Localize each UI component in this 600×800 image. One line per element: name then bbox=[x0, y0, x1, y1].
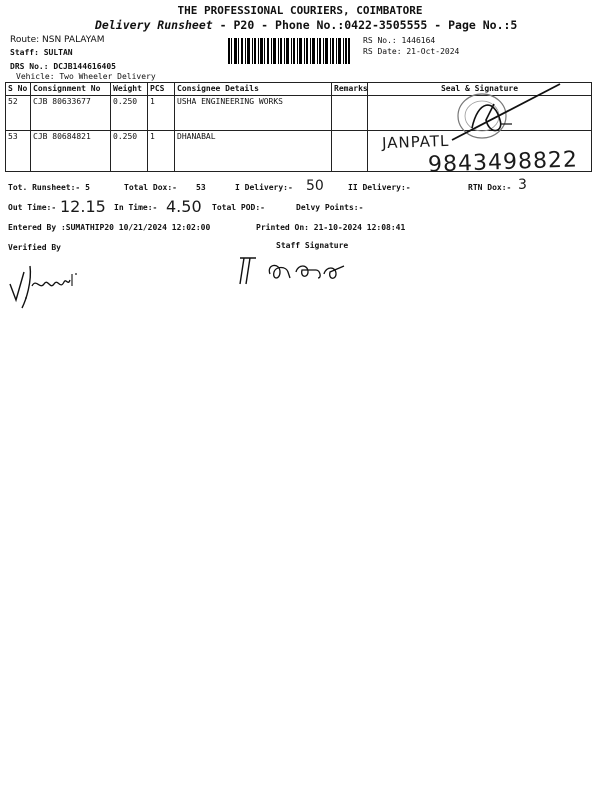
cell-consignment: CJB 80684821 bbox=[31, 131, 111, 172]
col-header-remarks: Remarks bbox=[332, 83, 368, 96]
col-header-seal: Seal & Signature bbox=[368, 83, 592, 96]
tot-runsheet: Tot. Runsheet:- 5 bbox=[8, 183, 90, 192]
verified-by-signature-image bbox=[6, 256, 86, 312]
staff-signature-label: Staff Signature bbox=[276, 241, 349, 250]
ii-delivery-label: II Delivery:- bbox=[348, 183, 411, 192]
handwritten-in-time: 4.50 bbox=[166, 197, 202, 216]
cell-pcs: 1 bbox=[148, 131, 175, 172]
runsheet-title-rest: - P20 - Phone No.:0422-3505555 - Page No.:5 bbox=[212, 18, 518, 32]
runsheet-title bbox=[95, 18, 517, 32]
col-header-pcs: PCS bbox=[148, 83, 175, 96]
cell-remarks bbox=[332, 131, 368, 172]
runsheet-title-prefix: Delivery Runsheet bbox=[95, 18, 213, 32]
i-delivery-label: I Delivery:- bbox=[235, 183, 293, 192]
route-label: Route: NSN PALAYAM bbox=[10, 35, 105, 45]
delvy-points-label: Delvy Points:- bbox=[296, 203, 364, 212]
cell-consignee: USHA ENGINEERING WORKS bbox=[175, 96, 332, 131]
cell-sno: 52 bbox=[6, 96, 31, 131]
drs-number: DRS No.: DCJB144616405 bbox=[10, 62, 116, 71]
verified-by-label: Verified By bbox=[8, 243, 61, 252]
col-header-consignee: Consignee Details bbox=[175, 83, 332, 96]
cell-consignment: CJB 80633677 bbox=[31, 96, 111, 131]
total-dox-value: 53 bbox=[196, 183, 206, 192]
seal-stamp-image bbox=[442, 80, 562, 144]
total-dox-label: Total Dox:- bbox=[124, 183, 177, 192]
handwritten-phone-number: 9843498822 bbox=[427, 147, 579, 178]
cell-consignee: DHANABAL bbox=[175, 131, 332, 172]
handwritten-rtn-dox: 3 bbox=[518, 177, 527, 193]
handwritten-total-delivery: 50 bbox=[306, 178, 324, 194]
staff-signature-image bbox=[236, 252, 360, 288]
rs-date: RS Date: 21-Oct-2024 bbox=[363, 47, 460, 56]
cell-weight: 0.250 bbox=[111, 131, 148, 172]
rs-number: RS No.: 1446164 bbox=[363, 36, 436, 45]
cell-sno: 53 bbox=[6, 131, 31, 172]
col-header-weight: Weight bbox=[111, 83, 148, 96]
total-pod-label: Total POD:- bbox=[212, 203, 265, 212]
company-name: THE PROFESSIONAL COURIERS, COIMBATORE bbox=[177, 4, 423, 17]
cell-pcs: 1 bbox=[148, 96, 175, 131]
handwritten-receiver-name: JANPATL bbox=[381, 131, 450, 153]
printed-on: Printed On: 21-10-2024 12:08:41 bbox=[256, 223, 406, 232]
barcode-image bbox=[228, 38, 350, 64]
in-time-label: In Time:- bbox=[114, 203, 158, 212]
staff-label: Staff: SULTAN bbox=[10, 48, 73, 57]
vehicle-label: Vehicle: Two Wheeler Delivery bbox=[16, 72, 156, 81]
entered-by: Entered By :SUMATHIP20 10/21/2024 12:02:00 bbox=[8, 223, 211, 232]
handwritten-out-time: 12.15 bbox=[60, 197, 106, 216]
cell-remarks bbox=[332, 96, 368, 131]
out-time-label: Out Time:- bbox=[8, 203, 57, 212]
col-header-sno: S No bbox=[6, 83, 31, 96]
cell-weight: 0.250 bbox=[111, 96, 148, 131]
rtn-dox-label: RTN Dox:- bbox=[468, 183, 512, 192]
col-header-consignment: Consignment No bbox=[31, 83, 111, 96]
